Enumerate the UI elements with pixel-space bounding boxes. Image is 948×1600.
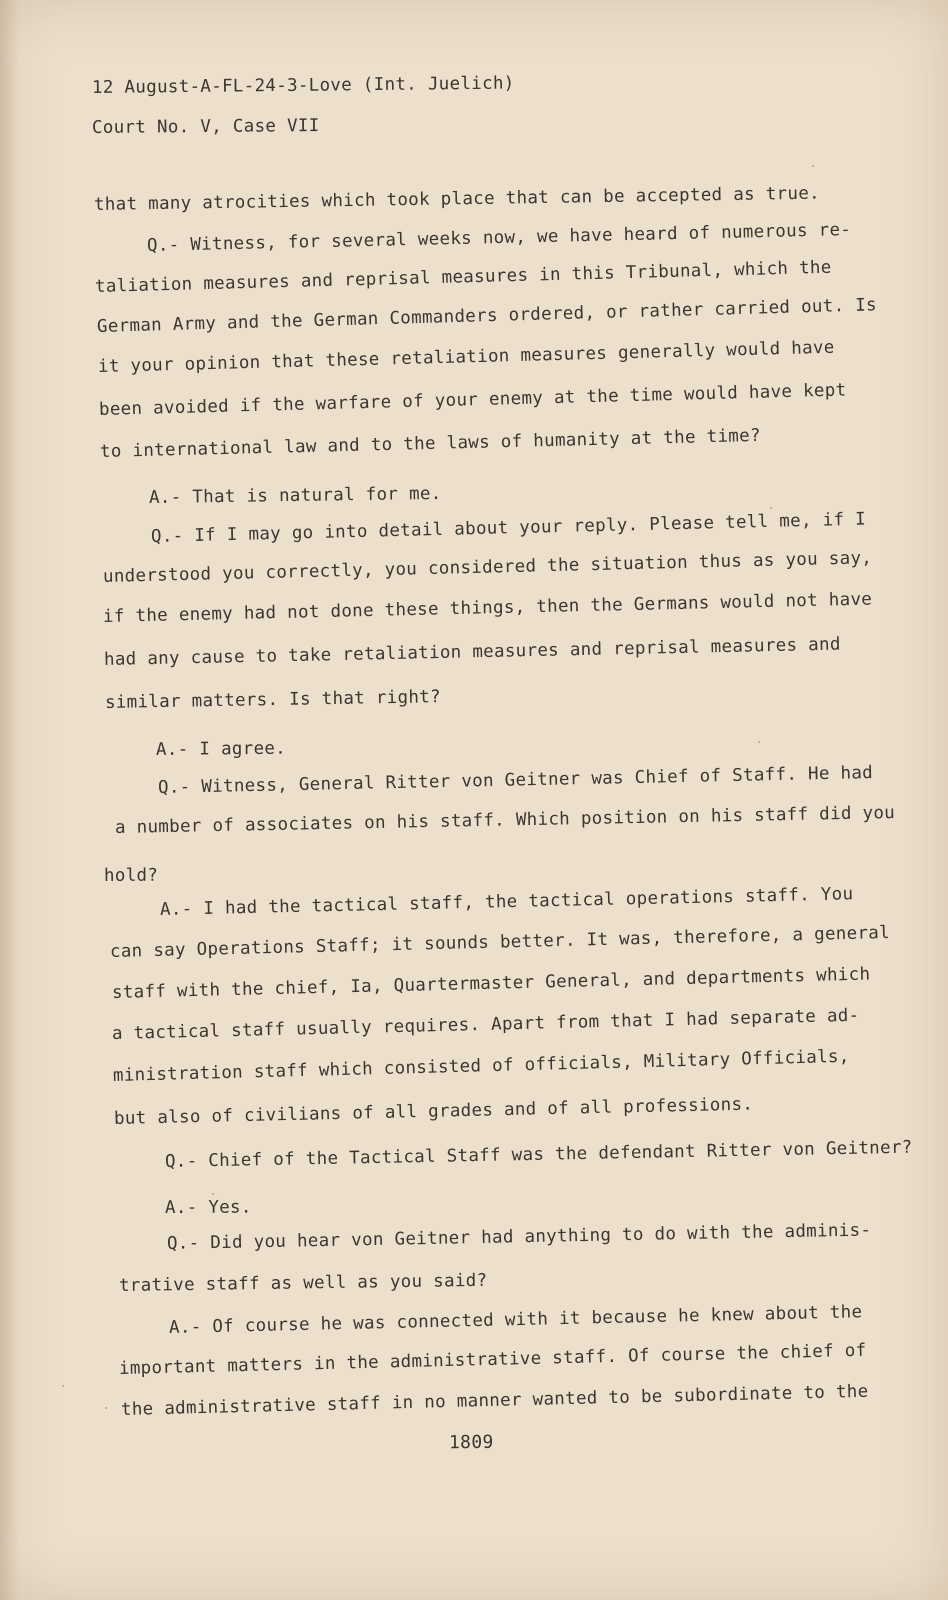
transcript-line: A.- I agree. (155, 738, 287, 760)
header-court-case: Court No. V, Case VII (91, 116, 320, 138)
transcript-line: important matters in the administrative staff. Of course the chief of (118, 1340, 867, 1379)
transcript-line: A.- I had the tactical staff, the tactical operations staff. You (159, 884, 854, 920)
transcript-line: that many atrocities which took place that can be accepted as true. (93, 183, 821, 215)
transcript-line: German Army and the German Commanders ordered, or rather carried out. Is (96, 295, 878, 337)
transcript-line: hold? (103, 865, 159, 886)
paper-speck (758, 741, 760, 743)
transcript-line: trative staff as well as you said? (118, 1270, 488, 1296)
transcript-line: taliation measures and reprisal measures in this Tribunal, which the (94, 257, 832, 297)
transcript-line: it your opinion that these retaliation measures generally would have (97, 337, 835, 377)
page-number: 1809 (448, 1431, 494, 1454)
transcript-line: Q.- Did you hear von Geitner had anything to do with the adminis- (166, 1220, 872, 1254)
transcript-line: A.- Of course he was connected with it because he knew about the (168, 1302, 863, 1338)
transcript-line: A.- Yes. (164, 1197, 252, 1218)
transcript-line: if the enemy had not done these things, then the Germans would not have (102, 589, 873, 627)
transcript-line: a tactical staff usually requires. Apart from that I had separate ad- (111, 1005, 860, 1044)
paper-speck (62, 1385, 64, 1387)
transcript-line: Q.- Witness, for several weeks now, we have heard of numerous re- (146, 220, 852, 256)
transcript-line: similar matters. Is that right? (104, 687, 442, 713)
transcript-line: been avoided if the warfare of your enemy at the time would have kept (98, 380, 847, 420)
transcript-line: Q.- Chief of the Tactical Staff was the defendant Ritter von Geitner? (164, 1137, 913, 1172)
transcript-line: the administrative staff in no manner wanted to be subordinate to the (120, 1381, 869, 1420)
paper-speck (770, 507, 772, 509)
transcript-line: A.- That is natural for me. (148, 483, 442, 508)
transcript-line: to international law and to the laws of humanity at the time? (99, 425, 762, 462)
transcript-line: a number of associates on his staff. Which position on his staff did you (114, 803, 896, 838)
page-edge-shading (0, 0, 18, 1600)
transcript-line: Q.- If I may go into detail about your reply. Please tell me, if I (150, 509, 867, 547)
paper-speck (212, 1193, 214, 1195)
transcript-line: staff with the chief, Ia, Quartermaster General, and departments which (111, 964, 871, 1003)
transcript-line: ministration staff which consisted of officials, Military Officials, (112, 1046, 850, 1086)
transcript-line: but also of civilians of all grades and of all professions. (113, 1094, 754, 1129)
header-reference: 12 August-A-FL-24-3-Love (Int. Juelich) (91, 73, 515, 98)
transcript-line: had any cause to take retaliation measures and reprisal measures and (103, 634, 841, 670)
transcript-line: can say Operations Staff; it sounds better. It was, therefore, a general (109, 922, 891, 962)
paper-speck (105, 1407, 107, 1409)
transcript-line: Q.- Witness, General Ritter von Geitner was Chief of Staff. He had (157, 763, 874, 798)
paper-speck (812, 165, 814, 167)
transcript-line: understood you correctly, you considered the situation thus as you say, (102, 548, 873, 587)
